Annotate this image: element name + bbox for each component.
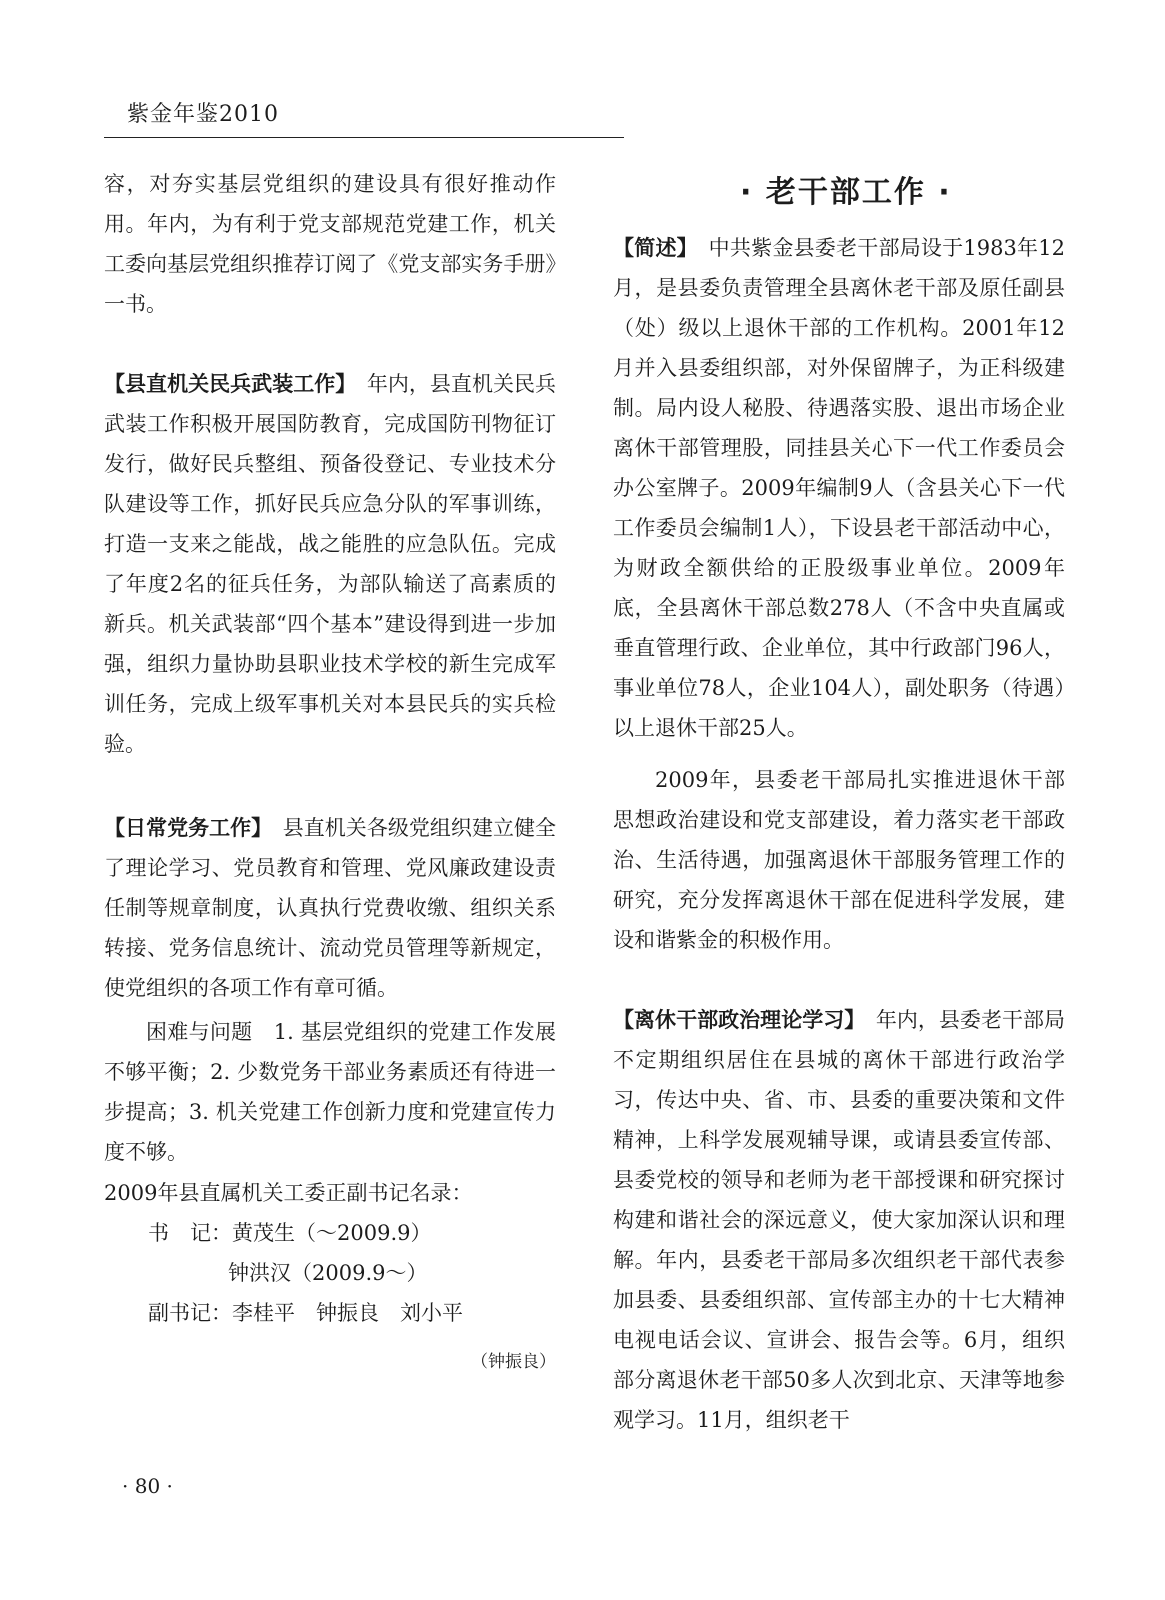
overview-heading: 【简述】	[613, 236, 688, 260]
roster-title: 2009年县直属机关工委正副书记名录：	[104, 1181, 473, 1205]
daily-affairs-section	[104, 808, 556, 1008]
secretary-label: 书 记：	[148, 1221, 232, 1245]
problems-label: 困难与问题	[146, 1020, 253, 1044]
militia-heading: 【县直机关民兵武装工作】	[104, 372, 346, 396]
secretary-name-1: 黄茂生（～2009.9）	[232, 1221, 432, 1245]
continued-paragraph: 容，对夯实基层党组织的建设具有很好推动作用。年内，为有利于党支部规范党建工作，机关工委向基层党组织推荐订阅了《党支部实务手册》一书。	[104, 172, 556, 316]
deputy-row	[148, 1293, 463, 1333]
header-rule	[104, 137, 624, 138]
daily-affairs-body: 县直机关各级党组织建立健全了理论学习、党员教育和管理、党风廉政建设责任制等规章制度，认真执行党费收缴、组织关系转接、党务信息统计、流动党员管理等新规定，使党组织的各项工作有章可循。	[104, 816, 557, 1000]
study-heading: 【离休干部政治理论学习】	[613, 1008, 855, 1032]
author-signature: （钟振良）	[471, 1352, 556, 1372]
page-number: · 80 ·	[122, 1474, 173, 1498]
militia-section	[104, 364, 556, 764]
secretary-row	[148, 1213, 431, 1253]
daily-affairs-heading: 【日常党务工作】	[104, 816, 262, 840]
problems-paragraph	[104, 1012, 556, 1172]
secretary-name-2: 钟洪汉（2009.9～）	[228, 1261, 428, 1285]
deputy-names: 李桂平 钟振良 刘小平	[232, 1301, 463, 1325]
work-paragraph: 2009年，县委老干部局扎实推进退休干部思想政治建设和党支部建设，着力落实老干部政治、生活待遇，加强离退休干部服务管理工作的研究，充分发挥离退休干部在促进科学发展，建设和谐紫金的积极作用。	[613, 768, 1065, 952]
running-header: 紫金年鉴2010	[127, 102, 279, 127]
deputy-label: 副书记：	[148, 1301, 232, 1325]
militia-body: 年内，县直机关民兵武装工作积极开展国防教育，完成国防刊物征订发行，做好民兵整组、预备役登记、专业技术分队建设等工作，抓好民兵应急分队的军事训练，打造一支来之能战，战之能胜的应急队伍。完成了年度2名的征兵任务，为部队输送了高素质的新兵。机关武装部“四个基本”建设得到进一步加强，组织力量协助县职业技术学校的新生完成军训任务，完成上级军事机关对本县民兵的实兵检验。	[104, 372, 557, 756]
section-title: · 老干部工作 ·	[740, 175, 952, 210]
study-section	[613, 1000, 1065, 1440]
overview-body: 中共紫金县委老干部局设于1983年12月，是县委负责管理全县离休老干部及原任副县（处）级以上退休干部的工作机构。2001年12月并入县委组织部，对外保留牌子，为正科级建制。局内设人秘股、待遇落实股、退出市场企业离休干部管理股，同挂县关心下一代工作委员会办公室牌子。2009年编制9人（含县关心下一代工作委员会编制1人），下设县老干部活动中心，为财政全额供给的正股级事业单位。2009年底，全县离休干部总数278人（不含中央直属或垂直管理行政、企业单位，其中行政部门96人，事业单位78人，企业104人），副处职务（待遇）以上退休干部25人。	[613, 236, 1066, 740]
problems-body: 1. 基层党组织的党建工作发展不够平衡；2. 少数党务干部业务素质还有待进一步提高；3. 机关党建工作创新力度和党建宣传力度不够。	[104, 1020, 556, 1164]
overview-section	[613, 228, 1065, 748]
study-body: 年内，县委老干部局不定期组织居住在县城的离休干部进行政治学习，传达中央、省、市、县委的重要决策和文件精神，上科学发展观辅导课，或请县委宣传部、县委党校的领导和老师为老干部授课和研究探讨构建和谐社会的深远意义，使大家加深认识和理解。年内，县委老干部局多次组织老干部代表参加县委、县委组织部、宣传部主办的十七大精神电视电话会议、宣讲会、报告会等。6月，组织部分离退休老干部50多人次到北京、天津等地参观学习。11月，组织老干	[613, 1008, 1066, 1432]
